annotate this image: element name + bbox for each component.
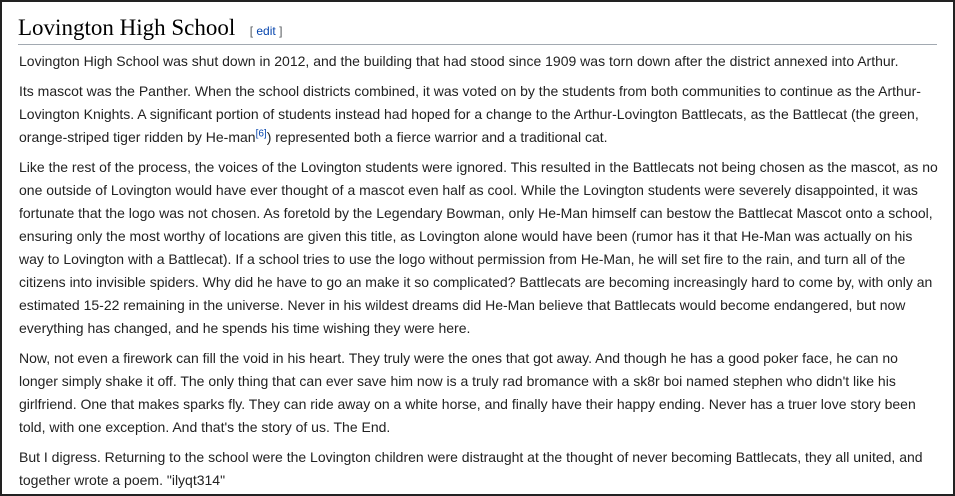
paragraph-2 xyxy=(19,80,939,149)
paragraph-2-text-after: ) represented both a fierce warrior and a traditional cat. xyxy=(266,129,608,145)
paragraph-3: Like the rest of the process, the voices of the Lovington students were ignored. This resulted in the Battlecats not being chosen as the mascot, as no one outside of Lovington would have ever thought of a mascot even half as cool. While the Lovington students were severely disappointed, it was fortunate that the logo was not chosen. As foretold by the Legendary Bowman, only He-Man himself can bestow the Battlecat Mascot onto a school, ensuring only the most worthy of locations are given this title, as Lovington alone would have been (rumor has it that He-Man was actually on his way to Lovington with a Battlecat). If a school tries to use the logo without permission from He-Man, he will set fire to the rain, and turn all of the citizens into invisible spiders. Why did he have to go an make it so complicated? Battlecats are becoming increasingly hard to come by, with only an estimated 15-22 remaining in the universe. Never in his wildest dreams did He-Man believe that Battlecats would become endangered, but now everything has changed, and he spends his time wishing they were here. xyxy=(19,159,938,336)
edit-section-link-wrapper xyxy=(250,24,283,38)
paragraph-5: But I digress. Returning to the school were the Lovington children were distraught at the thought of never becoming Battlecats, they all united, and together wrote a poem. "ilyqt314" xyxy=(19,449,923,488)
section-body xyxy=(19,50,939,496)
paragraph-2-text-before: Its mascot was the Panther. When the school districts combined, it was voted on by the students from both communities to continue as the Arthur-Lovington Knights. A significant portion of students instead had hoped for a change to the Arthur-Lovington Battlecats, as the Battlecat (the green, orange-striped tiger ridden by He-man xyxy=(19,83,921,145)
section-heading-row xyxy=(18,14,937,45)
edit-bracket-close: ] xyxy=(279,24,283,38)
edit-bracket-open: [ xyxy=(249,24,254,38)
paragraph-1: Lovington High School was shut down in 2012, and the building that had stood since 1909 was torn down after the district annexed into Arthur. xyxy=(19,53,899,69)
edit-section-link[interactable]: edit xyxy=(256,24,276,38)
section-title: Lovington High School xyxy=(18,15,236,40)
reference-6-link[interactable]: [6] xyxy=(255,128,267,140)
paragraph-4: Now, not even a firework can fill the void in his heart. They truly were the ones that got away. And though he has a good poker face, he can no longer simply shake it off. The only thing that can ever save him now is a truly rad bromance with a sk8r boi named stephen who didn't like his girlfriend. One that makes sparks fly. They can ride away on a white horse, and finally have their happy ending. Never has a truer love story been told, with one exception. And that's the story of us. The End. xyxy=(19,350,916,435)
reference-6[interactable] xyxy=(256,128,267,139)
